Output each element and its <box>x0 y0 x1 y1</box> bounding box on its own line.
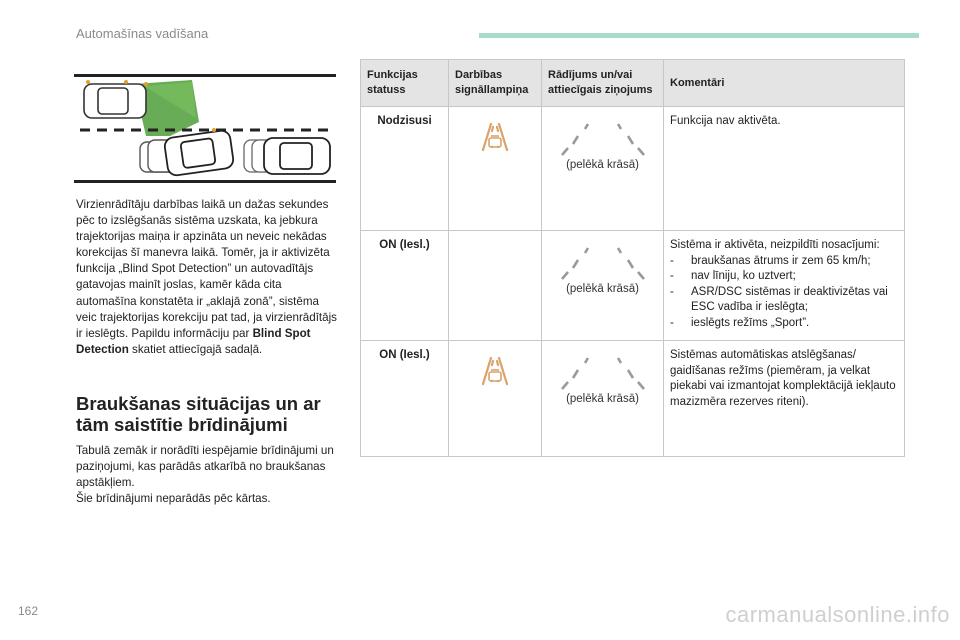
table-row <box>361 107 905 231</box>
col-header-status: Funkcijas statuss <box>361 60 449 107</box>
section-heading: Braukšanas situācijas un ar tām saistītie brīdinājumi <box>76 393 321 435</box>
list-item-text: braukšanas ātrums ir zem 65 km/h; <box>691 254 871 267</box>
lane-assist-illustration-graphic <box>74 70 336 188</box>
lane-warning-icon <box>480 356 510 388</box>
section-intro-line-1: Tabulā zemāk ir norādīti iespējamie brīdinājumi un paziņojumi, kas parādās atkarībā no braukšanas apstākļiem. <box>76 444 334 490</box>
page-number: 162 <box>18 604 39 618</box>
grey-lane-lines-icon <box>558 246 648 280</box>
list-item <box>670 316 898 332</box>
indicator-cell <box>449 107 542 231</box>
comment-cell: Funkcija nav aktivēta. <box>664 107 905 231</box>
display-cell <box>542 341 664 457</box>
list-dash: - <box>670 270 674 282</box>
comment-cell: Sistēmas automātiskas atslēgšanas/ gaidīšanas režīms (piemēram, ja velkat piekabi vai izmantojat komplektācijā iekļauto mazizmēra rezerves riteni). <box>664 341 905 457</box>
list-dash: - <box>670 316 674 329</box>
header-accent-bar <box>479 33 919 38</box>
grey-lane-lines-icon <box>558 356 648 390</box>
lane-change-paragraph-text <box>76 197 338 358</box>
paragraph-text-part-2: skatiet attiecīgajā sadaļā. <box>128 342 263 356</box>
display-cell <box>542 107 664 231</box>
list-item-text: nav līniju, ko uztvert; <box>691 270 796 282</box>
col-header-comments: Komentāri <box>664 60 905 107</box>
paragraph-text-part-1: Virzienrādītāju darbības laikā un dažas sekundes pēc to izslēgšanās sistēma uzskata, ka jebkura trajektorijas maiņa ir apzināta un neveic nekādas korekcijas šī manevra laikā. Tomēr, ja ir aktivizēta funkcija „Blind Spot Detection” un autovadītājs gatavojas mainīt joslas, kamēr kāda cita automašīna konstatēta ir „aklajā zonā”, sistēma veic trajektorijas korekciju pat tad, ja virzienrādītājs ir ieslēgts. Papildu informāciju par <box>76 198 337 340</box>
table-header-row <box>361 60 905 107</box>
conditions-list <box>670 254 898 332</box>
display-label: (pelēkā krāsā) <box>566 393 639 405</box>
col-header-indicator: Darbības signāllampiņa <box>449 60 542 107</box>
watermark: carmanualsonline.info <box>725 602 950 627</box>
comment-cell <box>664 231 905 341</box>
section-intro-line-2: Šie brīdinājumi neparādās pēc kārtas. <box>76 492 271 506</box>
table-row <box>361 341 905 457</box>
indicator-cell-empty <box>449 231 542 341</box>
list-item <box>670 269 898 285</box>
list-dash: - <box>670 285 674 298</box>
list-item-text: ieslēgts režīms „Sport”. <box>691 316 810 329</box>
display-label: (pelēkā krāsā) <box>566 159 639 171</box>
lane-assist-illustration <box>74 70 336 188</box>
paragraph-bold-term: Blind Spot Detection <box>76 326 311 356</box>
section-intro <box>76 443 346 507</box>
display-cell <box>542 231 664 341</box>
col-header-display: Rādījums un/vai attiecīgais ziņojums <box>542 60 664 107</box>
list-item <box>670 254 898 270</box>
warnings-table <box>360 59 905 457</box>
lane-change-paragraph <box>76 197 338 358</box>
comment-intro: Sistēma ir aktivēta, neizpildīti nosacījumi: <box>670 239 880 251</box>
status-cell: ON (Iesl.) <box>361 341 449 457</box>
status-cell: ON (Iesl.) <box>361 231 449 341</box>
illustration-bottom-rule <box>74 180 336 183</box>
display-label: (pelēkā krāsā) <box>566 283 639 295</box>
list-item <box>670 285 898 316</box>
list-dash: - <box>670 254 674 267</box>
table-row <box>361 231 905 341</box>
list-item-text: ASR/DSC sistēmas ir deaktivizētas vai ESC vadība ir ieslēgta; <box>691 285 888 313</box>
lane-warning-icon <box>480 122 510 154</box>
grey-lane-lines-icon <box>558 122 648 156</box>
status-cell: Nodzisusi <box>361 107 449 231</box>
indicator-cell <box>449 341 542 457</box>
page-header-title: Automašīnas vadīšana <box>76 26 209 41</box>
